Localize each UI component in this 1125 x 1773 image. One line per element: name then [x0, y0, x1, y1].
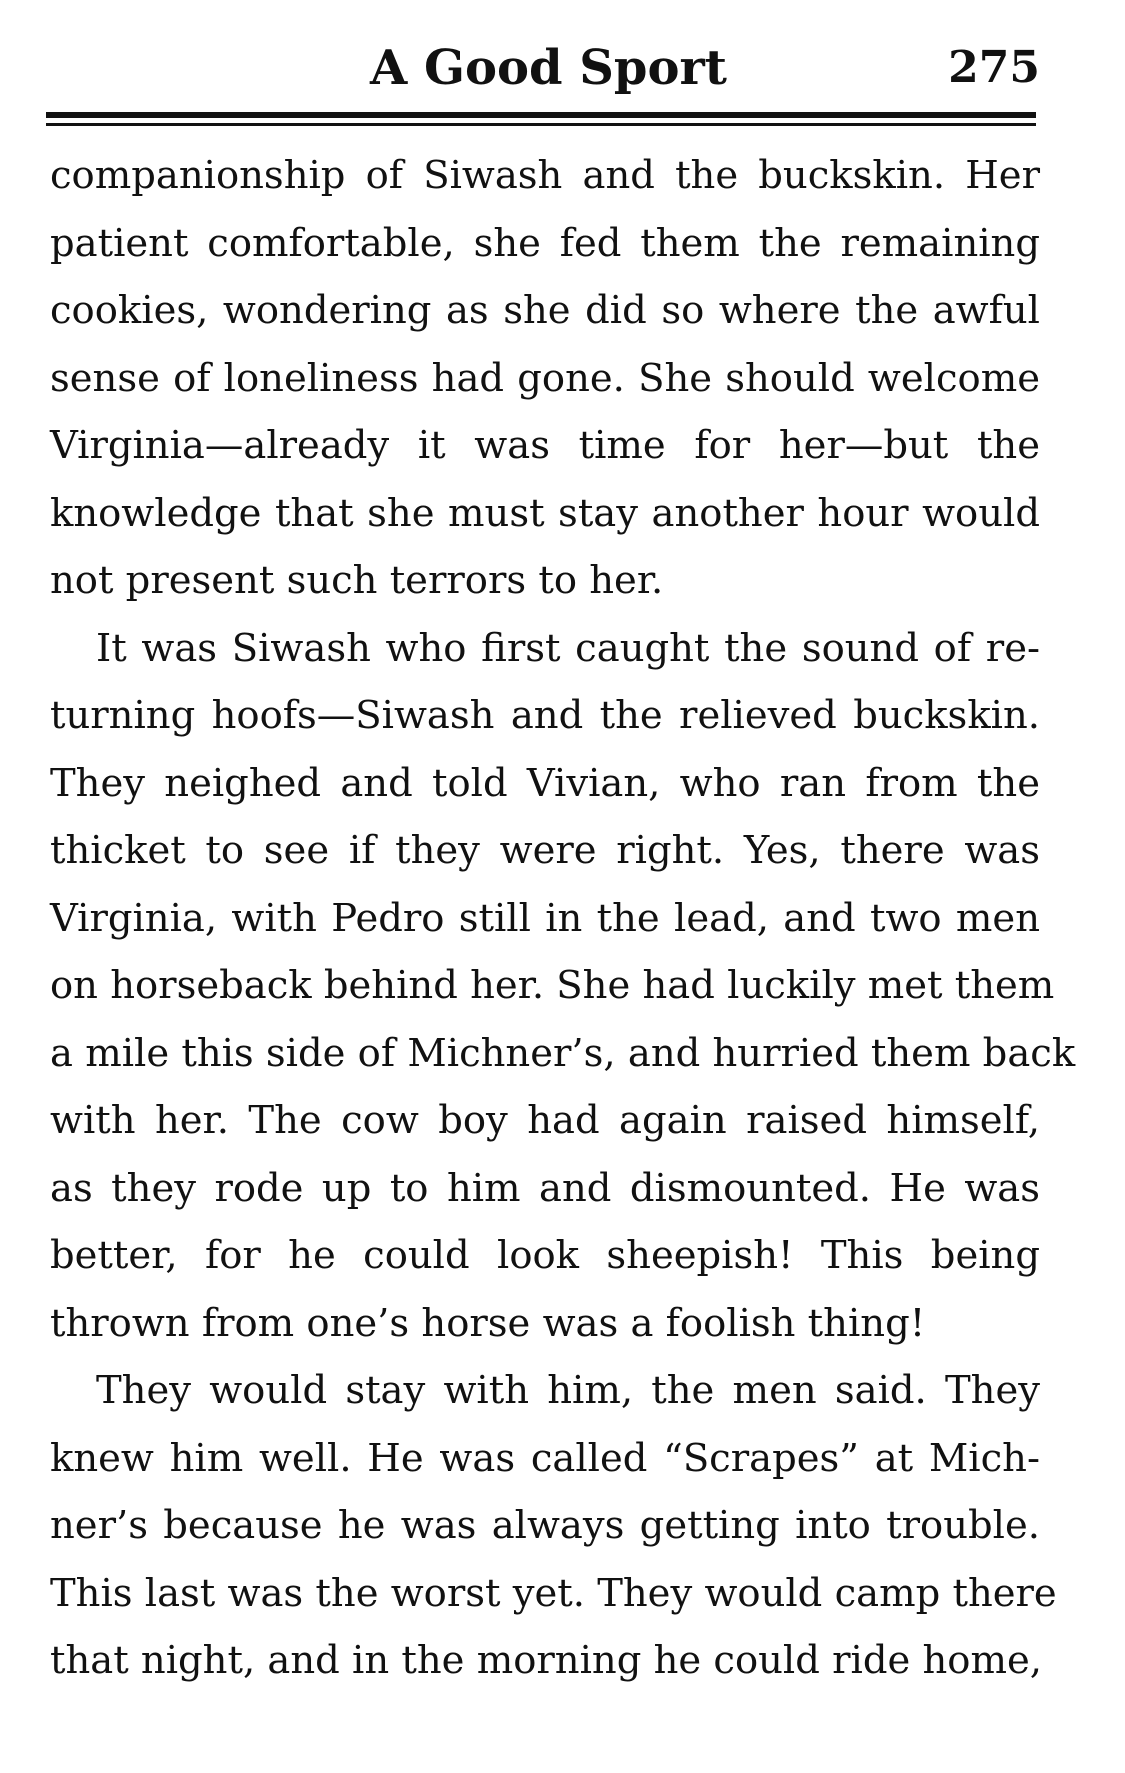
text-line: better, for he could look sheepish! This being — [50, 1233, 1040, 1278]
text-line: sense of loneliness had gone. She should welcome — [50, 355, 1040, 401]
text-line: This last was the worst yet. They would camp there — [50, 1570, 1057, 1616]
page-number: 275 — [948, 42, 1040, 93]
text-line: a mile this side of Michner’s, and hurried them back — [50, 1030, 1076, 1076]
text-line: Virginia, with Pedro still in the lead, and two men — [50, 895, 1040, 941]
header-rule-thin — [46, 123, 1036, 126]
text-line: Virginia—already it was time for her—but the — [50, 423, 1040, 468]
text-line: knew him well. He was called “Scrapes” at Mich- — [50, 1435, 1040, 1481]
text-line: patient comfortable, she fed them the remaining — [50, 220, 1040, 266]
text-line: turning hoofs—Siwash and the relieved buckskin. — [50, 693, 1040, 738]
text-line: not present such terrors to her. — [50, 558, 664, 603]
header-rule-thick — [46, 112, 1036, 118]
body-text — [50, 142, 1076, 1695]
text-line: thicket to see if they were right. Yes, there was — [50, 828, 1040, 873]
text-line: They neighed and told Vivian, who ran from the — [50, 760, 1040, 806]
text-line: thrown from one’s horse was a foolish thing! — [50, 1300, 926, 1346]
text-line: It was Siwash who first caught the sound of re- — [96, 625, 1040, 671]
text-line: knowledge that she must stay another hour would — [50, 490, 1040, 536]
text-line: with her. The cow boy had again raised himself, — [50, 1098, 1040, 1143]
text-line: ner’s because he was always getting into trouble. — [50, 1503, 1040, 1548]
text-line: They would stay with him, the men said. They — [96, 1368, 1040, 1413]
text-line: on horseback behind her. She had luckily met them — [50, 963, 1055, 1008]
running-title: A Good Sport — [370, 40, 727, 96]
text-line: companionship of Siwash and the buckskin. Her — [50, 153, 1040, 198]
text-line: as they rode up to him and dismounted. He was — [50, 1165, 1040, 1211]
page-header — [50, 38, 1040, 98]
text-line: that night, and in the morning he could ride home, — [50, 1638, 1043, 1683]
text-line: cookies, wondering as she did so where the awful — [50, 288, 1040, 333]
